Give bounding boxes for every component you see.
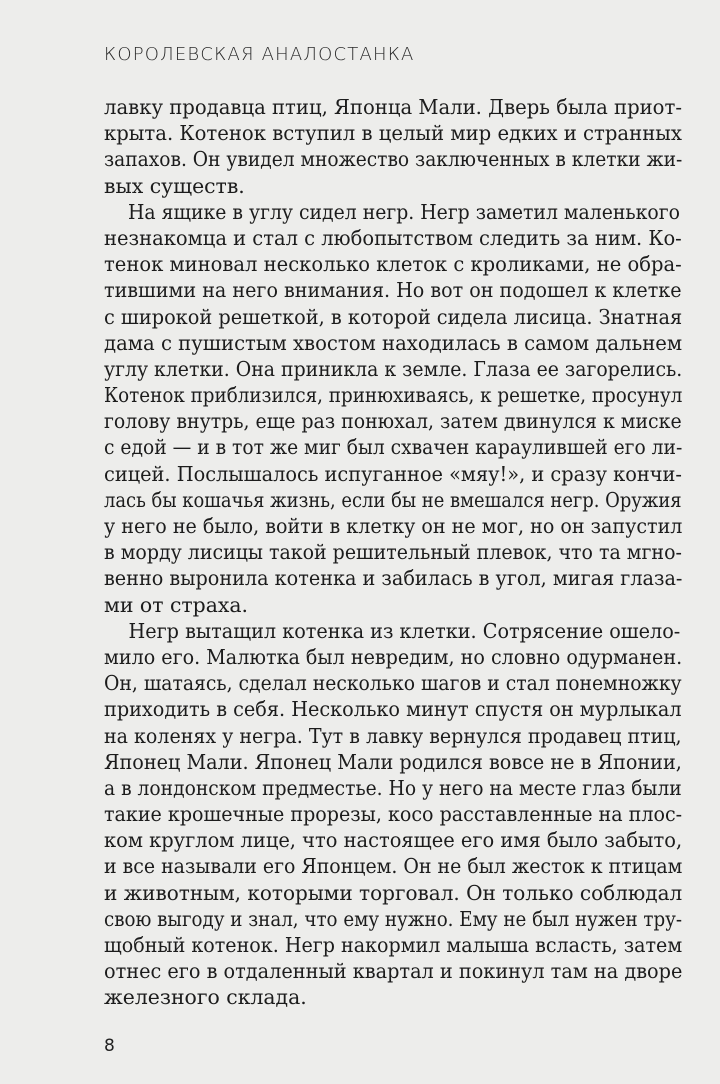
text-line: лась бы кошачья жизнь, если бы не вмешался негр. Оружия (104, 487, 682, 512)
text-line: Котенок приблизился, принюхиваясь, к решетке, просунул (104, 383, 683, 408)
text-line: ком круглом лице, что настоящее его имя было забыто, (104, 828, 683, 853)
text-line: тенок миновал несколько клеток с кроликами, не обра- (104, 252, 682, 277)
text-line: незнакомца и стал с любопытством следить за ним. Ко- (104, 225, 682, 250)
text-line: такие крошечные прорезы, косо расставленные на плос- (104, 802, 683, 827)
text-line: лавку продавца птиц, Японца Мали. Дверь была приот- (104, 95, 682, 119)
text-line: на коленях у негра. Тут в лавку вернулся продавец птиц, (104, 723, 682, 748)
text-line: вых существ. (104, 173, 245, 198)
text-line: с широкой решеткой, в которой сидела лисица. Знатная (104, 304, 683, 329)
text-line: а в лондонском предместье. Но у него на месте глаз были (104, 775, 682, 800)
running-header: КОРОЛЕВСКАЯ АНАЛОСТАНКА (104, 44, 415, 65)
text-line: крыта. Котенок вступил в целый мир едких и странных (104, 121, 682, 146)
text-line: Негр вытащил котенка из клетки. Сотрясение ошело- (128, 618, 681, 643)
text-line: с едой — и в тот же миг был схвачен караулившей его ли- (104, 435, 683, 460)
text-line: сицей. Послышалось испуганное «мяу!», и сразу кончи- (104, 461, 682, 486)
text-line: щобный котенок. Негр накормил малыша всласть, затем (104, 933, 683, 957)
text-line: приходить в себя. Несколько минут спустя он мурлыкал (104, 697, 682, 722)
text-line: в морду лисицы такой решительный плевок, что та мгно- (104, 540, 682, 565)
page-number: 8 (104, 1036, 115, 1056)
text-line: дама с пушистым хвостом находилась в самом дальнем (104, 330, 683, 355)
text-line: углу клетки. Она приникла к земле. Глаза ее загорелись. (104, 356, 683, 381)
text-line: и все называли его Японцем. Он не был жесток к птицам (104, 854, 683, 879)
text-line: Он, шатаясь, сделал несколько шагов и стал понемножку (104, 671, 682, 696)
text-line: ми от страха. (104, 592, 249, 617)
text-line: голову внутрь, еще раз понюхал, затем двинулся к миске (104, 409, 682, 434)
text-line: венно выронила котенка и забилась в угол, мигая глаза- (104, 566, 683, 591)
text-line: отнес его в отдаленный квартал и покинул там на дворе (104, 959, 683, 984)
text-line: мило его. Малютка был невредим, но словно одурманен. (104, 644, 683, 669)
text-line: тившими на него внимания. Но вот он подошел к клетке (104, 278, 682, 303)
text-line: запахов. Он увидел множество заключенных в клетки жи- (104, 147, 683, 172)
body-text (104, 94, 682, 1011)
text-line: свою выгоду и знал, что ему нужно. Ему не был нужен тру- (104, 906, 683, 931)
text-line: На ящике в углу сидел негр. Негр заметил маленького (128, 199, 680, 224)
text-line: Японец Мали. Японец Мали родился вовсе не в Японии, (104, 749, 682, 774)
text-line: и животным, которыми торговал. Он только соблюдал (104, 880, 683, 905)
text-line: у него не было, войти в клетку он не мог, но он запустил (104, 514, 683, 538)
text-line: железного склада. (104, 985, 307, 1010)
